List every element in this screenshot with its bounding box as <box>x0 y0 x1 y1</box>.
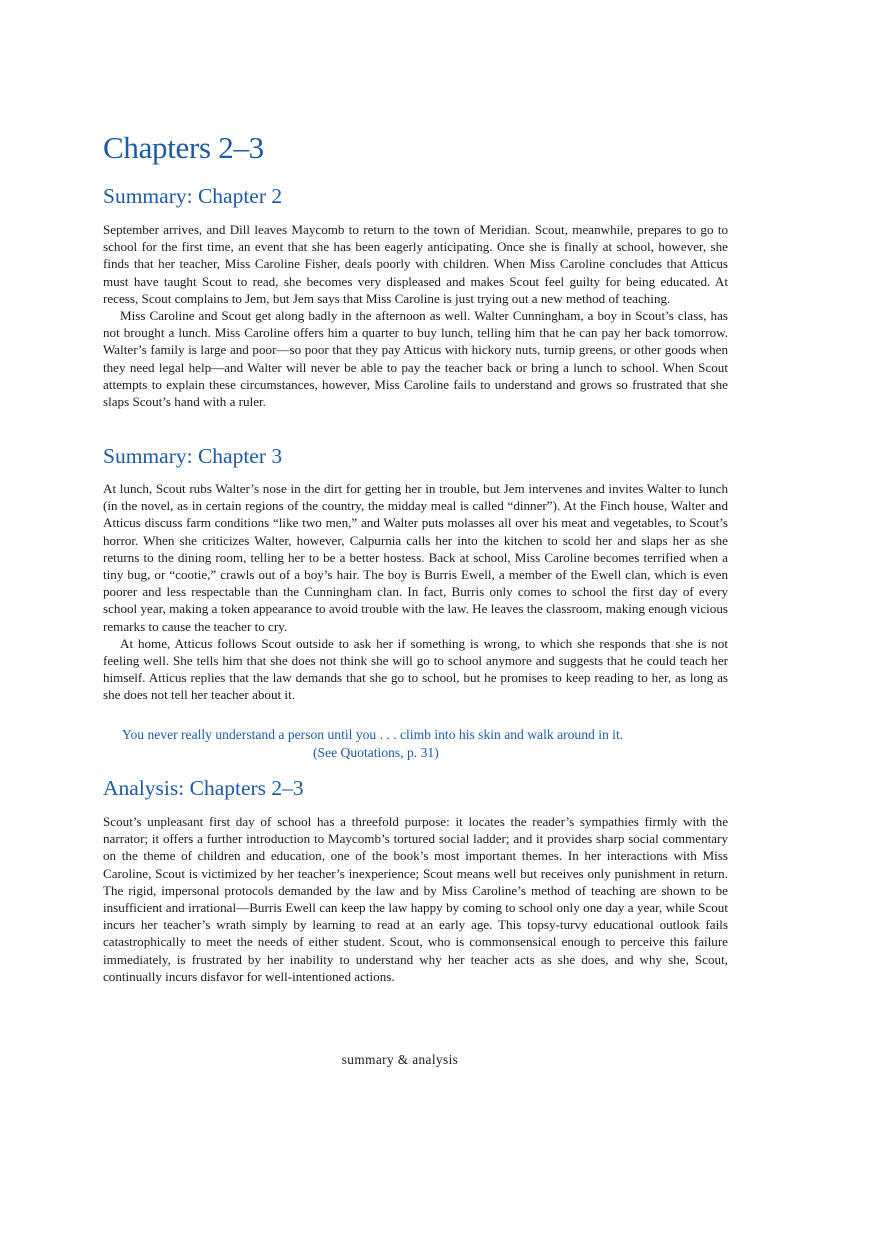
heading-summary-chapter-2: Summary: Chapter 2 <box>103 184 283 208</box>
pull-quote <box>122 726 682 761</box>
heading-summary-chapter-3: Summary: Chapter 3 <box>103 444 283 468</box>
summary-chapter-3-body <box>103 480 728 704</box>
paragraph: At lunch, Scout rubs Walter’s nose in the dirt for getting her in trouble, but Jem intervenes and invites Walter to lunch (in the novel, as in certain regions of the country, the midday meal is called “dinner”). At the Finch house, Walter and Atticus discuss farm conditions “like two men,” and Walter puts molasses all over his meat and vegetables, to Scout’s horror. When she criticizes Walter, however, Calpurnia calls her into the kitchen to scold her and slaps her as she returns to the dining room, telling her to be a better hostess. Back at school, Miss Caroline becomes terrified when a tiny bug, or “cootie,” crawls out of a boy’s hair. The boy is Burris Ewell, a member of the Ewell clan, which is even poorer and less respectable than the Cunningham clan. In fact, Burris only comes to school the first day of every school year, making a token appearance to avoid trouble with the law. He leaves the classroom, making enough vicious remarks to cause the teacher to cry. <box>103 481 728 634</box>
chapter-title: Chapters 2–3 <box>103 130 264 165</box>
paragraph: Scout’s unpleasant first day of school has a threefold purpose: it locates the reader’s sympathies firmly with the narrator; it offers a further introduction to Maycomb’s tortured social ladder; and it provides sharp social commentary on the theme of children and education, one of the book’s most important themes. In her interactions with Miss Caroline, Scout is victimized by her teacher’s inexperience; Scout means well but receives only punishment in return. The rigid, impersonal protocols demanded by the law and by Miss Caroline’s method of teaching are shown to be insufficient and irrational—Burris Ewell can keep the law happy by coming to school only one day a year, while Scout incurs her teacher’s wrath simply by learning to read at an early age. This topsy-turvy educational outlook fails catastrophically to meet the needs of either student. Scout, who is commonsensical enough to perceive this failure immediately, is frustrated by her inability to understand why her teacher acts as she does, and why she, Scout, continually incurs disfavor for well-intentioned actions. <box>103 814 728 984</box>
heading-analysis: Analysis: Chapters 2–3 <box>103 776 304 800</box>
analysis-body <box>103 813 728 985</box>
quote-citation: (See Quotations, p. 31) <box>313 744 439 760</box>
page-footer: summary & analysis <box>341 1052 459 1067</box>
quote-text: You never really understand a person until you . . . climb into his skin and walk around in it. <box>122 727 624 742</box>
paragraph: September arrives, and Dill leaves Maycomb to return to the town of Meridian. Scout, meanwhile, prepares to go to school for the first time, an event that she has been eagerly anticipating. Once she is finally at school, however, she finds that her teacher, Miss Caroline Fisher, deals poorly with children. When Miss Caroline concludes that Atticus must have taught Scout to read, she becomes very displeased and makes Scout feel guilty for being educated. At recess, Scout complains to Jem, but Jem says that Miss Caroline is just trying out a new method of teaching. <box>103 222 728 306</box>
paragraph: At home, Atticus follows Scout outside to ask her if something is wrong, to which she responds that she is not feeling well. She tells him that she does not think she will go to school anymore and suggests that he could teach her himself. Atticus replies that the law demands that she go to school, but he promises to keep reading to her, as long as she does not tell her teacher about it. <box>103 635 728 703</box>
paragraph: Miss Caroline and Scout get along badly in the afternoon as well. Walter Cunningham, a boy in Scout’s class, has not brought a lunch. Miss Caroline offers him a quarter to buy lunch, telling him that he can pay her back tomorrow. Walter’s family is large and poor—so poor that they pay Atticus with hickory nuts, turnip greens, or other goods when they need legal help—and Walter will never be able to pay the teacher back or bring a lunch to school. When Scout attempts to explain these circumstances, however, Miss Caroline fails to understand and grows so frustrated that she slaps Scout’s hand with a ruler. <box>103 308 728 410</box>
summary-chapter-2-body <box>103 221 728 410</box>
